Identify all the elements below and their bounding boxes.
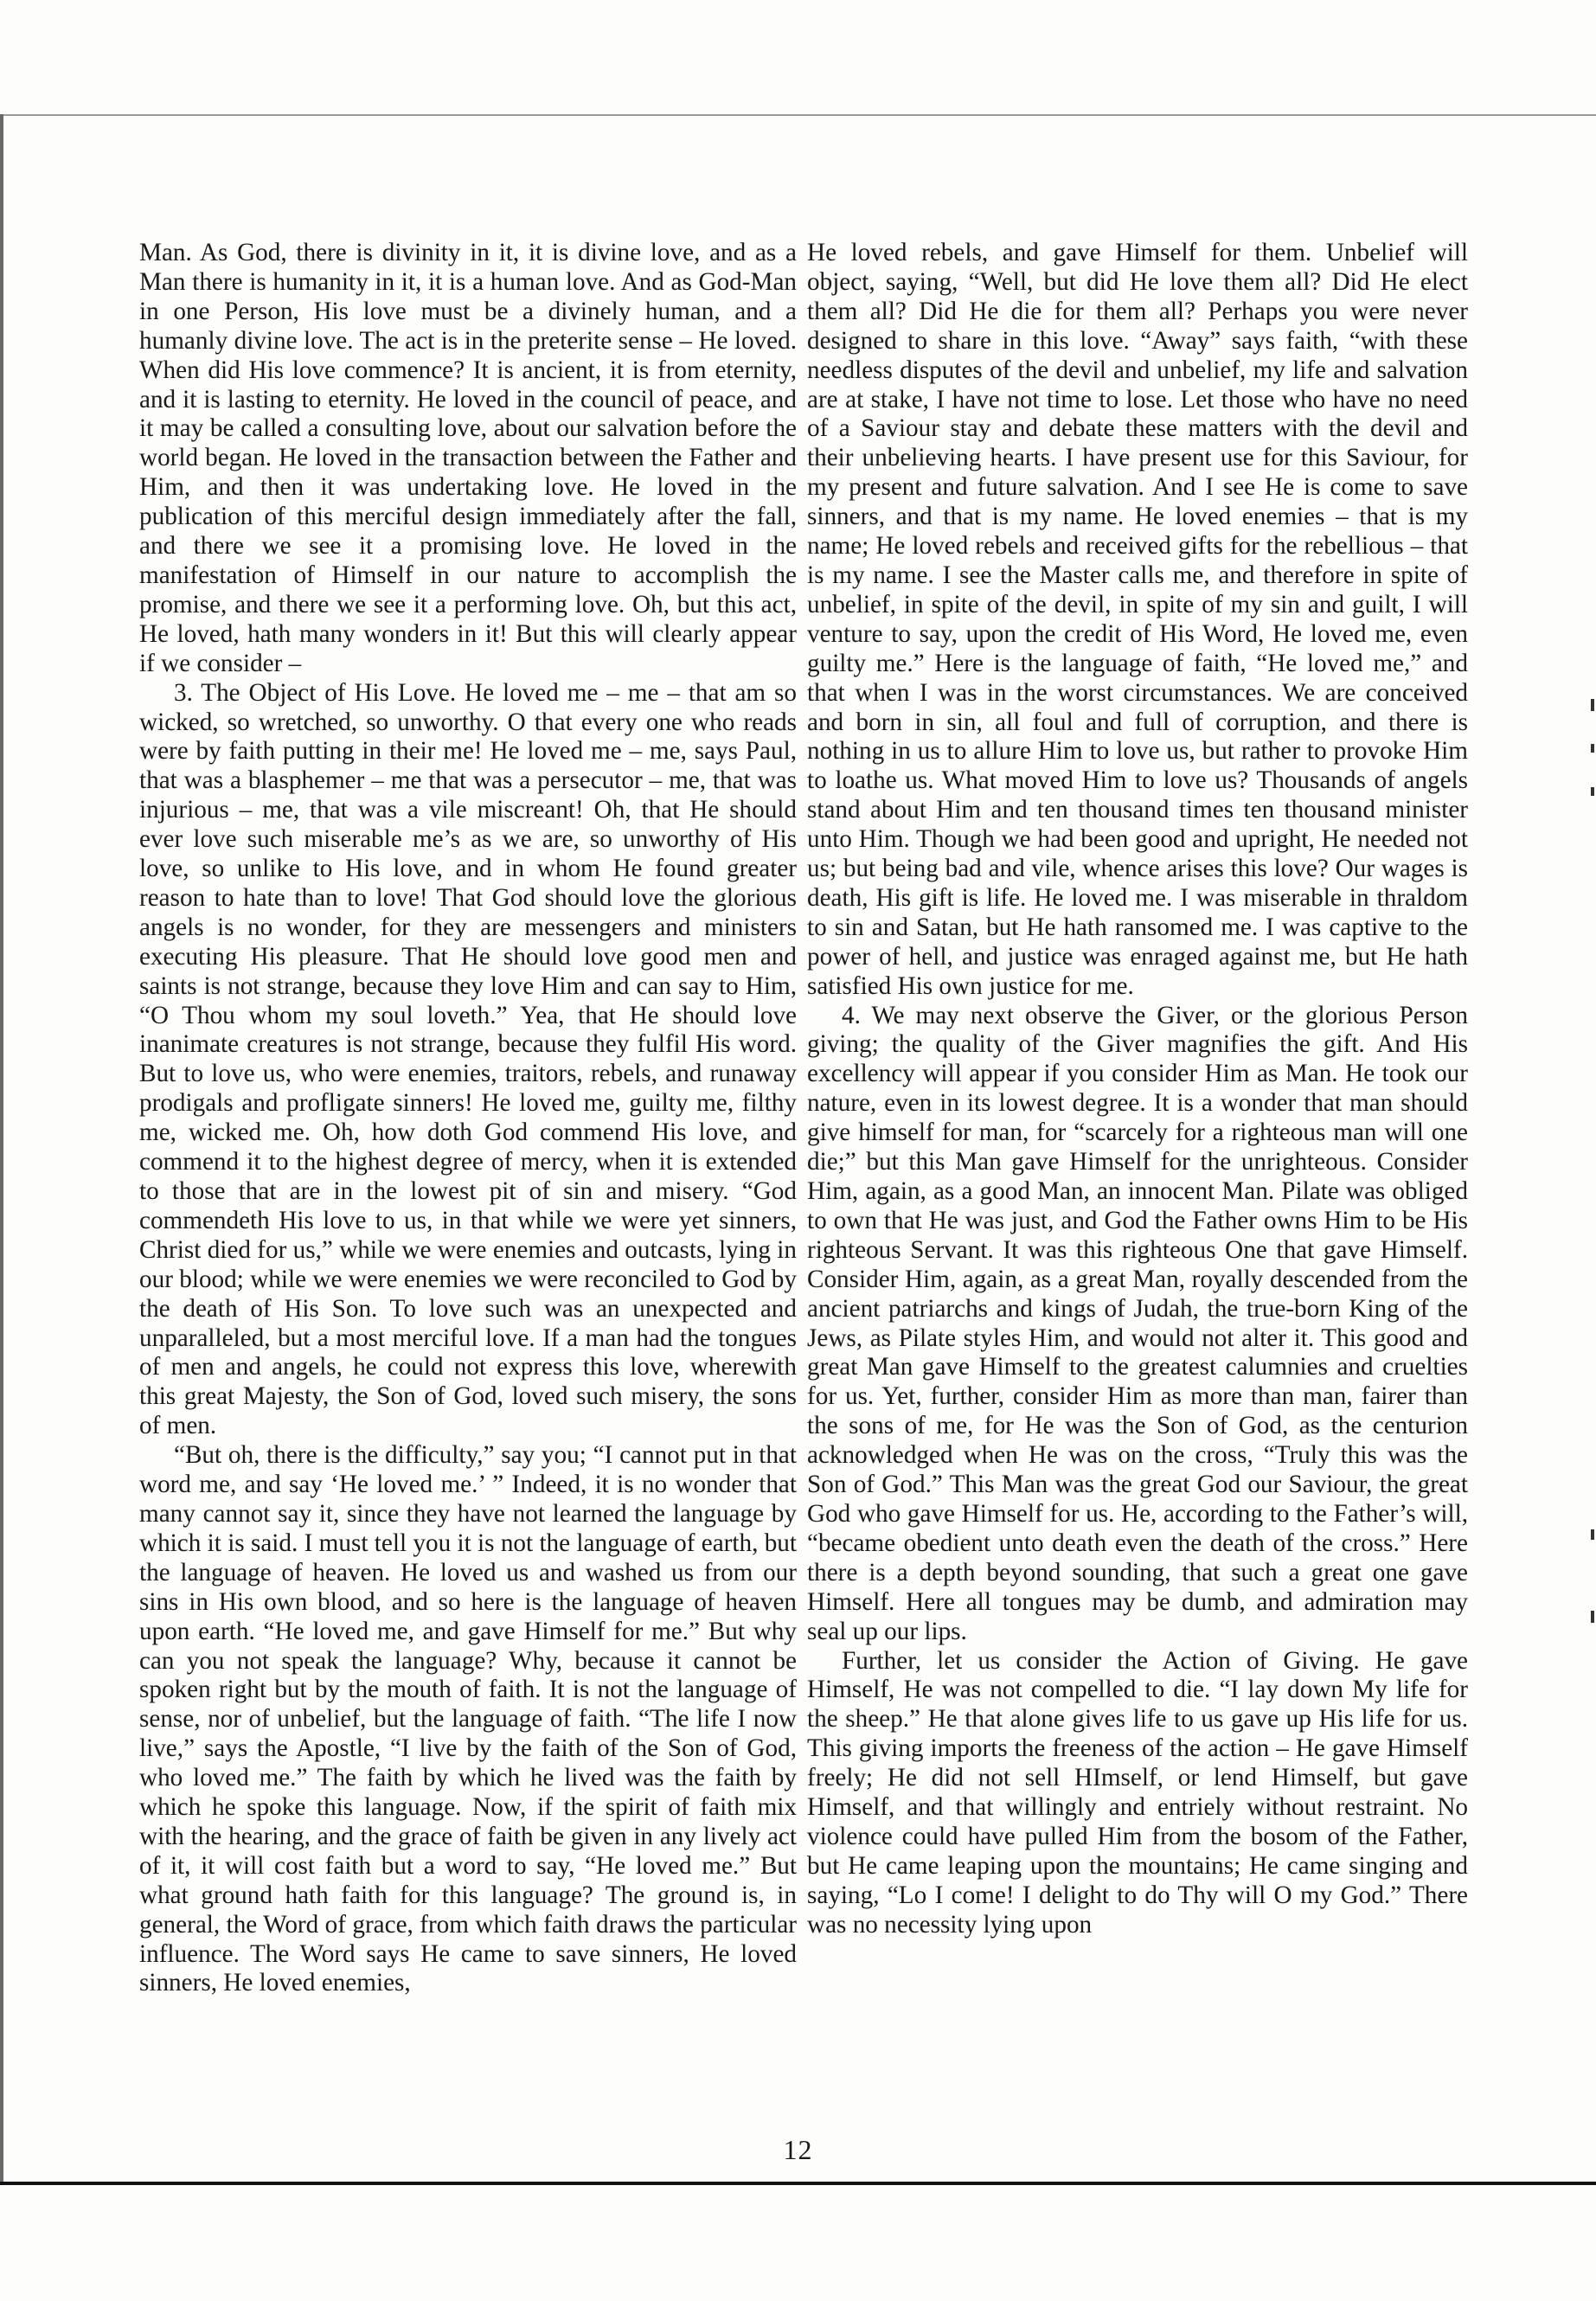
body-paragraph: 4. We may next observe the Giver, or the glorious Person giving; the quality of the Giver magnifies the gift. And His excellency will appear if you consider Him as Man. He took our nature, even in its lowest degree. It is a wonder that man should give himself for man, for “scarcely for a righteous man will one die;” but this Man gave Himself for the unrighteous. Consider Him, again, as a good Man, an innocent Man. Pilate was obliged to own that He was just, and God the Father owns Him to be His righteous Servant. It was this righteous One that gave Himself. Consider Him, again, as a great Man, royally descended from the ancient patriarchs and kings of Judah, the true-born King of the Jews, as Pilate styles Him, and would not alter it. This good and great Man gave Himself to the greatest calumnies and cruelties for us. Yet, further, consider Him as more than man, fairer than the sons of me, for He was the Son of God, as the centurion acknowledged when He was on the cross, “Truly this was the Son of God.” This Man was the great God our Saviour, the great God who gave Himself for us. He, according to the Father’s will, “became obedient unto death even the death of the cross.” Here there is a depth beyond sounding, that such a great one gave Himself. Here all tongues may be dumb, and admiration may seal up our lips. [807,1001,1468,1645]
edge-tick-mark [1591,1611,1594,1623]
right-text-column [807,239,1468,1940]
body-paragraph: He loved rebels, and gave Himself for them. Unbelief will object, saying, “Well, but did He love them all? Did He elect them all? Did He die for them all? Perhaps you were never designed to share in this love. “Away” says faith, “with these needless disputes of the devil and unbelief, my life and salvation are at stake, I have not time to lose. Let those who have no need of a Saviour stay and debate these matters with the devil and their unbelieving hearts. I have present use for this Saviour, for my present and future salvation. And I see He is come to save sinners, and that is my name. He loved enemies – that is my name; He loved rebels and received gifts for the rebellious – that is my name. I see the Master calls me, and therefore in spite of unbelief, in spite of the devil, in spite of my sin and guilt, I will venture to say, upon the credit of His Word, He loved me, even guilty me.” Here is the language of faith, “He loved me,” and that when I was in the worst circumstances. We are conceived and born in sin, all foul and full of corruption, and there is nothing in us to allure Him to love us, but rather to provoke Him to loathe us. What moved Him to love us? Thousands of angels stand about Him and ten thousand times ten thousand minister unto Him. Though we had been good and upright, He needed not us; but being bad and vile, whence arises this love? Our wages is death, His gift is life. He loved me. I was miserable in thraldom to sin and Satan, but He hath ransomed me. I was captive to the power of hell, and justice was enraged against me, but He hath satisfied His own justice for me. [807,239,1468,1000]
edge-tick-mark [1591,699,1594,711]
left-text-column [139,239,797,1998]
edge-tick-mark [1591,1529,1594,1540]
body-paragraph: Man. As God, there is divinity in it, it is divine love, and as a Man there is humanity in it, it is a human love. And as God-Man in one Person, His love must be a divinely human, and a humanly divine love. The act is in the preterite sense – He loved. When did His love commence? It is ancient, it is from eternity, and it is lasting to eternity. He loved in the council of peace, and it may be called a consulting love, about our salvation before the world began. He loved in the transaction between the Father and Him, and then it was undertaking love. He loved in the publication of this merciful design immediately after the fall, and there we see it a promising love. He loved in the manifestation of Himself in our nature to accomplish the promise, and there we see it a performing love. Oh, but this act, He loved, hath many wonders in it! But this will clearly appear if we consider – [139,239,797,677]
body-paragraph: Further, let us consider the Action of Giving. He gave Himself, He was not compelled to die. “I lay down My life for the sheep.” He that alone gives life to us gave up His life for us. This giving imports the freeness of the action – He gave Himself freely; He did not sell HImself, or lend Himself, but gave Himself, and that willingly and entriely without restraint. No violence could have pulled Him from the bosom of the Father, but He came leaping upon the mountains; He came singing and saying, “Lo I come! I delight to do Thy will O my God.” There was no necessity lying upon [807,1646,1468,1939]
bottom-border-rule [0,2182,1596,2185]
top-border-rule [0,114,1596,116]
left-page-edge [0,114,3,2182]
body-paragraph: “But oh, there is the difficulty,” say you; “I cannot put in that word me, and say ‘He loved me.’ ” Indeed, it is no wonder that many cannot say it, since they have not learned the language by which it is said. I must tell you it is not the language of earth, but the language of heaven. He loved us and washed us from our sins in His own blood, and so here is the language of heaven upon earth. “He loved me, and gave Himself for me.” But why can you not speak the language? Why, because it cannot be spoken right but by the mouth of faith. It is not the language of sense, nor of unbelief, but the language of faith. “The life I now live,” says the Apostle, “I live by the faith of the Son of God, who loved me.” The faith by which he lived was the faith by which he spoke this language. Now, if the spirit of faith mix with the hearing, and the grace of faith be given in any lively act of it, it will cost faith but a word to say, “He loved me.” But what ground hath faith for this language? The ground is, in general, the Word of grace, from which faith draws the particular influence. The Word says He came to save sinners, He loved sinners, He loved enemies, [139,1441,797,1997]
page-number: 12 [783,2134,813,2165]
edge-tick-mark [1591,744,1594,753]
edge-tick-mark [1591,787,1594,796]
body-paragraph: 3. The Object of His Love. He loved me – me – that am so wicked, so wretched, so unworthy. O that every one who reads were by faith putting in their me! He loved me – me, says Paul, that was a blasphemer – me that was a persecutor – me, that was injurious – me, that was a vile miscreant! Oh, that He should ever love such miserable me’s as we are, so unworthy of His love, so unlike to His love, and in whom He found greater reason to hate than to love! That God should love the glorious angels is no wonder, for they are messengers and ministers executing His pleasure. That He should love good men and saints is not strange, because they love Him and can say to Him, “O Thou whom my soul loveth.” Yea, that He should love inanimate creatures is not strange, because they fulfil His word. But to love us, who were enemies, traitors, rebels, and runaway prodigals and profligate sinners! He loved me, guilty me, filthy me, wicked me. Oh, how doth God commend His love, and commend it to the highest degree of mercy, when it is extended to those that are in the lowest pit of sin and misery. “God commendeth His love to us, in that while we were yet sinners, Christ died for us,” while we were enemies and outcasts, lying in our blood; while we were enemies we were reconciled to God by the death of His Son. To love such was an unexpected and unparalleled, but a most merciful love. If a man had the tongues of men and angels, he could not express this love, wherewith this great Majesty, the Son of God, loved such misery, the sons of men. [139,678,797,1440]
